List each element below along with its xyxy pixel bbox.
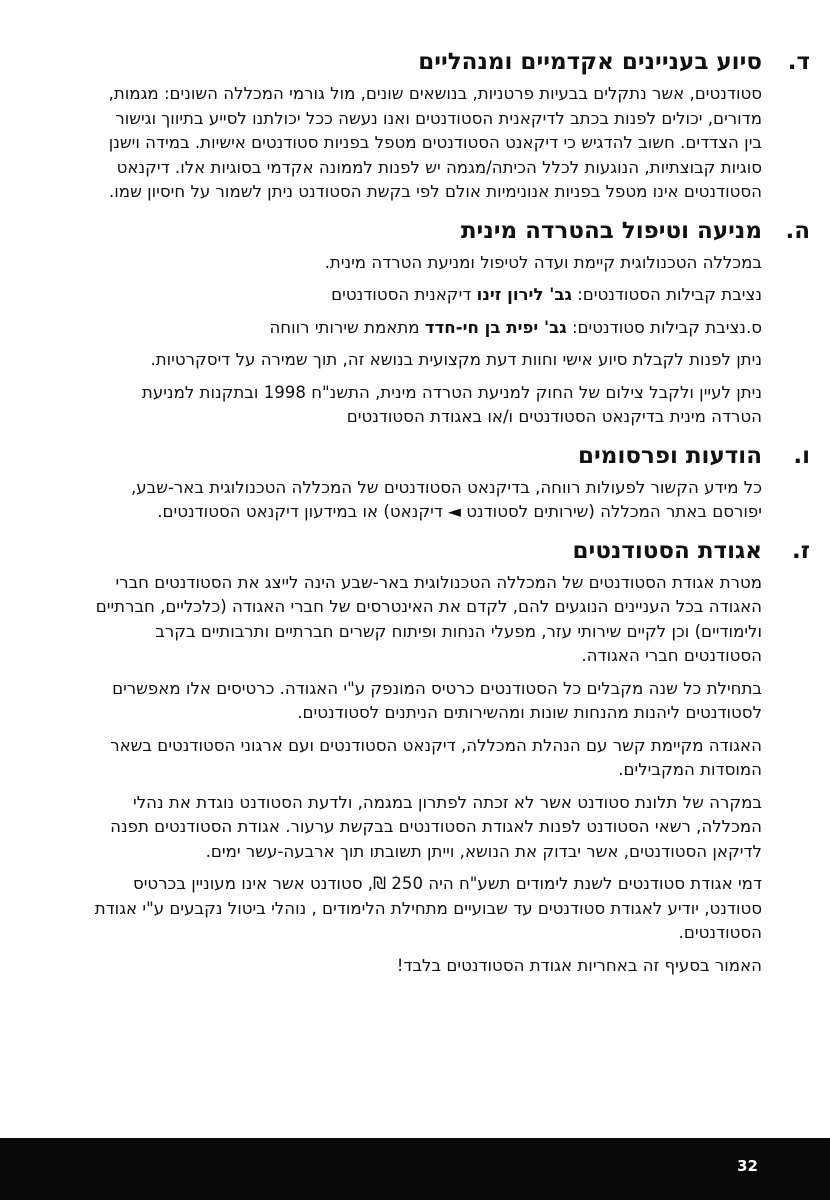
contact-name: גב' יפית בן חי-חדד bbox=[424, 317, 567, 337]
paragraph: סטודנטים, אשר נתקלים בבעיות פרטניות, בנושאים שונים, מול גורמי המכללה השונים: מגמות, מדורים, יכולים לפנות בכתב לדיקאנית הסטודנטים ואנו נעשה ככל יכולתנו לסייע בתיווך וגישור בין הצדדים. חשוב להדגיש כי דיקאנט הסטודנטים מטפל בפניות סטודנטים אישיות. במידה וישנן סוגיות קבוצתיות, הנוגעות לכלל הכיתה/מגמה יש לפנות לממונה אקדמי בסוגיות אלו. דיקנאט הסטודנטים אינו מטפל בפניות אנונימיות אולם לפי בקשת הסטודנט ניתן לשמור על חיסיון שמו. bbox=[108, 84, 762, 201]
contact-role: נציבת קבילות הסטודנטים: bbox=[571, 285, 762, 304]
paragraph: האגודה מקיימת קשר עם הנהלת המכללה, דיקנאט הסטודנטים ועם ארגוני הסטודנטים בשאר המוסדות המקבילים. bbox=[110, 735, 762, 779]
page-number: 32 bbox=[737, 1157, 758, 1175]
paragraph: דמי אגודת סטודנטים לשנת לימודים תשע"ח היה 250 ₪, סטודנט אשר אינו מעוניין בכרטיס סטודנט, יודיע לאגודת סטודנטים עד שבועיים מתחילת הלימודים , נוהלי ביטול נקבעים ע"י אגודת הסטודנטים. bbox=[94, 874, 762, 942]
section-letter: ד. bbox=[787, 49, 810, 75]
section-title: סיוע בעניינים אקדמיים ומנהליים bbox=[418, 49, 762, 75]
page-footer-bar bbox=[0, 1138, 830, 1200]
contact-title: דיקאנית הסטודנטים bbox=[331, 285, 477, 304]
section-heading bbox=[94, 440, 810, 472]
section-letter: ה. bbox=[785, 217, 810, 244]
section-student-union bbox=[94, 535, 810, 979]
section-academic-support bbox=[94, 46, 810, 205]
paragraph: ניתן לעיין ולקבל צילום של החוק למניעת הטרדה מינית, התשנ"ח 1998 ובתקנות למניעת הטרדה מינית בדיקנאט הסטודנטים ו/או באגודת הסטודנטים bbox=[141, 382, 762, 426]
section-heading bbox=[94, 215, 810, 247]
page-content bbox=[94, 46, 810, 988]
section-sexual-harassment bbox=[94, 215, 810, 430]
contact-role: ס.נציבת קבילות סטודנטים: bbox=[566, 317, 762, 337]
paragraph: כל מידע הקשור לפעולות רווחה, בדיקנאט הסטודנטים של המכללה הטכנולוגית באר-שבע, יפורסם באתר המכללה (שירותים לסטודנט ◄ דיקנאט) או במידעון דיקנאט הסטודנטים. bbox=[130, 477, 762, 521]
section-heading bbox=[94, 535, 810, 567]
section-title: מניעה וטיפול בהטרדה מינית bbox=[460, 217, 762, 244]
section-letter: ו. bbox=[793, 442, 810, 469]
paragraph: במכללה הטכנולוגית קיימת ועדה לטיפול ומניעת הטרדה מינית. bbox=[324, 252, 762, 272]
section-heading bbox=[94, 46, 810, 78]
paragraph: ניתן לפנות לקבלת סיוע אישי וחוות דעת מקצועית בנושא זה, תוך שמירה על דיסקרטיות. bbox=[150, 350, 762, 369]
section-title: הודעות ופרסומים bbox=[578, 442, 762, 469]
section-announcements bbox=[94, 440, 810, 525]
contact-title: מתאמת שירותי רווחה bbox=[269, 317, 425, 337]
contact-name: גב' לירון זינו bbox=[476, 285, 572, 304]
contact-line-deputy bbox=[94, 316, 762, 341]
section-letter: ז. bbox=[792, 537, 810, 564]
paragraph: במקרה של תלונת סטודנט אשר לא זכתה לפתרון במגמה, ולדעת הסטודנט נוגדת את נהלי המכללה, רשאי הסטודנט לפנות לאגודת הסטודנטים בבקשת ערעור. אגודת הסטודנטים תפנה לדיקאן הסטודנטים, אשר יבדוק את הנושא, וייתן תשובתו תוך ארבעה-עשר ימים. bbox=[110, 792, 762, 861]
paragraph: בתחילת כל שנה מקבלים כל הסטודנטים כרטיס המונפק ע"י האגודה. כרטיסים אלו מאפשרים לסטודנטים ליהנות מהנחות שונות ומהשירותים הניתנים לסטודנטים. bbox=[112, 678, 762, 722]
contact-line-commissioner bbox=[94, 283, 762, 308]
paragraph: מטרת אגודת הסטודנטים של המכללה הטכנולוגית באר-שבע הינה לייצג את הסטודנטים חברי האגודה בכל העניינים הנוגעים להם, לקדם את האינטרסים של חברי האגודה (כלכליים, חברתיים ולימודיים) וכן לקיים שירותי עזר, מפעלי הנחות ופיתוח קשרים חברתיים ותרבותיים בקרב הסטודנטים חברי האגודה. bbox=[95, 572, 762, 665]
section-title: אגודת הסטודנטים bbox=[572, 537, 762, 564]
paragraph: האמור בסעיף זה באחריות אגודת הסטודנטים בלבד! bbox=[396, 955, 762, 975]
